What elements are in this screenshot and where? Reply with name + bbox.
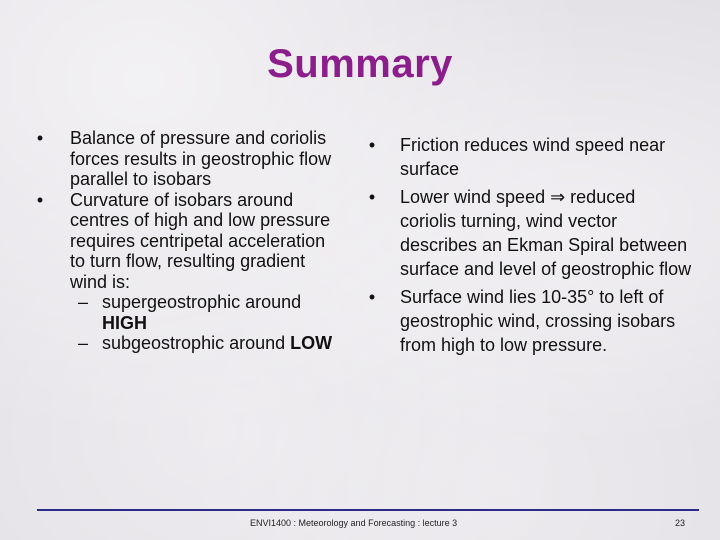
sub-bullet-1: [30, 292, 340, 333]
left-column: [30, 128, 340, 354]
dash-icon: –: [78, 333, 89, 353]
slide-title: Summary: [267, 42, 453, 86]
right-bullet-3-text: Surface wind lies 10-35° to left of geostrophic wind, crossing isobars from high to low pressure.: [400, 287, 676, 355]
right-bullet-1: [362, 133, 692, 181]
footer-divider: [37, 509, 699, 511]
right-column: [362, 133, 692, 361]
left-bullet-2: [30, 190, 340, 293]
bullet-dot-icon: •: [36, 128, 44, 148]
right-bullet-2: [362, 185, 692, 281]
dash-icon: –: [78, 292, 89, 312]
left-bullet-1-text: Balance of pressure and coriolis forces results in geostrophic flow parallel to isobars: [70, 128, 332, 189]
right-bullet-1-text: Friction reduces wind speed near surface: [400, 135, 666, 179]
sub-bullet-1-keyword: HIGH: [102, 312, 147, 333]
right-bullet-3: [362, 285, 692, 357]
left-bullet-1: [30, 128, 340, 190]
sub-bullet-2-text: subgeostrophic around: [102, 333, 286, 353]
bullet-dot-icon: •: [368, 287, 376, 307]
bullet-dot-icon: •: [36, 189, 44, 210]
sub-bullet-2-keyword: LOW: [290, 333, 333, 353]
sub-bullet-1-text: supergeostrophic around: [102, 292, 302, 312]
bullet-dot-icon: •: [368, 135, 376, 155]
footer-course-title: ENVI1400 : Meteorology and Forecasting : lecture 3: [250, 518, 458, 528]
sub-bullet-2: [30, 333, 340, 354]
right-bullet-2-text: Lower wind speed ⇒ reduced coriolis turning, wind vector describes an Ekman Spiral between surface and level of geostrophic flow: [400, 187, 692, 279]
bullet-dot-icon: •: [368, 187, 376, 207]
left-bullet-2-text: Curvature of isobars around centres of high and low pressure requires centripetal acceleration to turn flow, resulting gradient wind is:: [70, 189, 331, 292]
slide-number: 23: [674, 518, 685, 528]
